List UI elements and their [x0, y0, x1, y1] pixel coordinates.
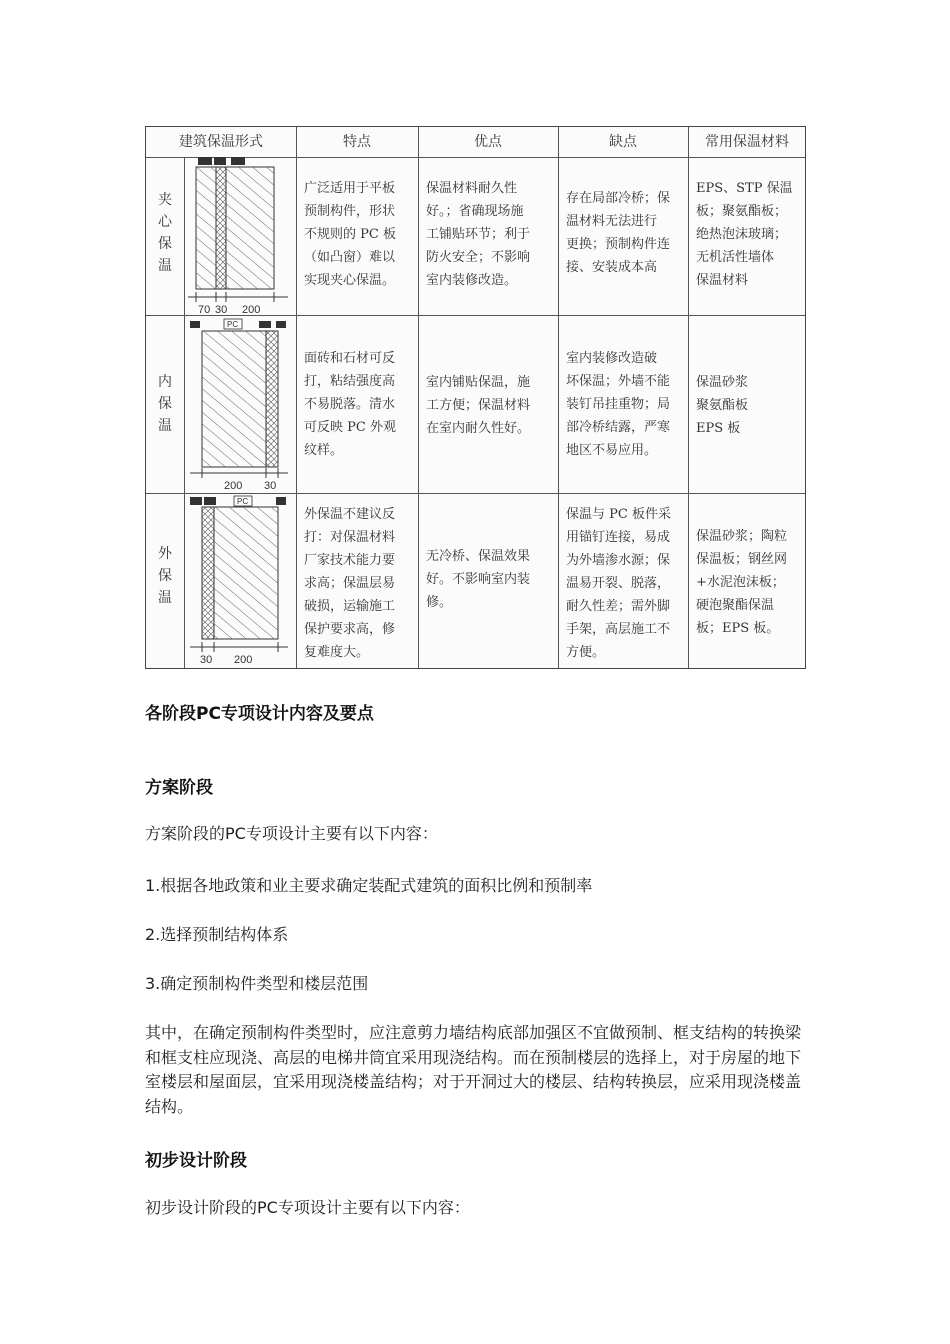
pros-cell: 室内铺贴保温，施 工方便；保温材料 在室内耐久性好。: [426, 375, 531, 436]
list-item: 3.确定预制构件类型和楼层范围: [145, 974, 369, 993]
sandwich-insulation-diagram: [184, 157, 296, 315]
table-header: 优点: [474, 134, 502, 150]
svg-text:PC: PC: [227, 320, 239, 329]
cons-cell: 室内装修改造破 坏保温；外墙不能 装钉吊挂重物；局 部冷桥结露，严寒 地区不易应用。: [566, 351, 671, 458]
materials-cell: 保温砂浆 聚氨酯板 EPS 板: [696, 375, 749, 436]
row-label: 夹 心 保 温: [158, 192, 172, 274]
pros-cell: 保温材料耐久性 好。；省确现场施 工铺贴环节；利于 防火安全；不影响 室内装修改造。: [426, 181, 531, 288]
table-grid-line: [558, 127, 559, 668]
dim-label: 30: [215, 304, 228, 315]
list-item: 2.选择预制结构体系: [145, 925, 289, 944]
scheme-intro: 方案阶段的PC专项设计主要有以下内容：: [145, 824, 438, 843]
section-heading-prelim: 初步设计阶段: [145, 1151, 247, 1171]
section-heading-main: 各阶段PC专项设计内容及要点: [145, 704, 374, 724]
table-grid-line: [418, 127, 419, 668]
cons-cell: 保温与 PC 板件采 用锚钉连接，易成 为外墙渗水源；保 温易开裂、脱落， 耐久性差；需外脚 手架，高层施工不 方便。: [566, 507, 671, 660]
materials-cell: 保温砂浆；陶粒 保温板；钢丝网 +水泥泡沫板； 硬泡聚酯保温 板；EPS 板。: [696, 529, 788, 636]
features-cell: 广泛适用于平板 预制构件，形状 不规则的 PC 板 （如凸窗）难以 实现夹心保温。: [304, 181, 396, 288]
interior-insulation-diagram: [184, 315, 296, 493]
list-item: 1.根据各地政策和业主要求确定装配式建筑的面积比例和预制率: [145, 876, 593, 895]
dim-label: 30: [200, 654, 213, 666]
insulation-comparison-table: [145, 126, 806, 669]
table-header: 建筑保温形式: [179, 134, 263, 150]
table-header: 特点: [343, 134, 371, 150]
table-header: 缺点: [609, 134, 637, 150]
table-grid-line: [688, 127, 689, 668]
features-cell: 外保温不建议反 打：对保温材料 厂家技术能力要 求高；保温层易 破损，运输施工 保护要求高，修 复难度大。: [304, 507, 396, 660]
dim-label: 70: [198, 304, 211, 315]
materials-cell: EPS、STP 保温 板；聚氨酯板； 绝热泡沫玻璃； 无机活性墙体 保温材料: [696, 181, 793, 288]
prelim-intro: 初步设计阶段的PC专项设计主要有以下内容：: [145, 1198, 470, 1217]
table-grid-line: [296, 127, 297, 668]
dim-label: 200: [242, 304, 261, 315]
section-heading-scheme: 方案阶段: [145, 778, 213, 798]
row-label: 内 保 温: [158, 374, 172, 434]
svg-text:PC: PC: [237, 497, 249, 506]
dim-label: 30: [264, 480, 277, 492]
pros-cell: 无冷桥、保温效果 好。不影响室内装 修。: [426, 549, 531, 610]
cons-cell: 存在局部冷桥；保 温材料无法进行 更换；预制构件连 接、安装成本高: [566, 191, 671, 275]
features-cell: 面砖和石材可反 打，粘结强度高 不易脱落。清水 可反映 PC 外观 纹样。: [304, 351, 396, 458]
table-header: 常用保温材料: [705, 134, 789, 150]
row-label: 外 保 温: [158, 546, 172, 606]
dim-label: 200: [234, 654, 253, 666]
scheme-paragraph: 其中，在确定预制构件类型时，应注意剪力墙结构底部加强区不宜做预制、框支结构的转换梁和框支柱应现浇、高层的电梯井筒宜采用现浇结构。而在预制楼层的选择上，对于房屋的地下室楼层和屋面层，宜采用现浇楼盖结构；对于开洞过大的楼层、结构转换层，应采用现浇楼盖结构。: [145, 1023, 802, 1116]
exterior-insulation-diagram: [184, 493, 296, 669]
dim-label: 200: [224, 480, 243, 492]
